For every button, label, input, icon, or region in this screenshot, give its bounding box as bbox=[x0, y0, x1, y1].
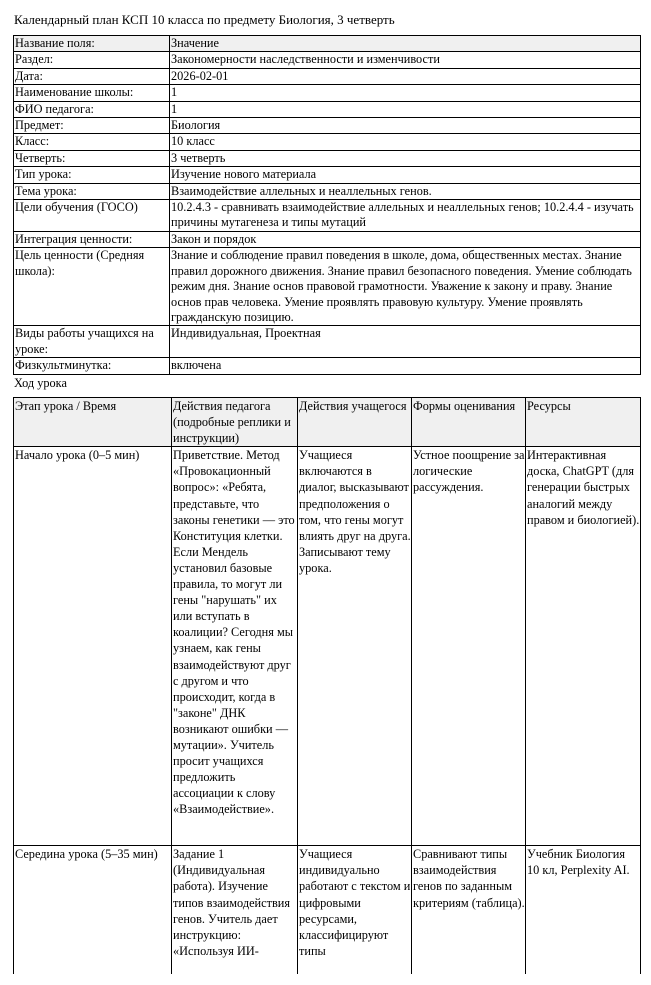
lesson-table-header-row bbox=[14, 398, 641, 447]
info-field-name: Раздел: bbox=[14, 52, 170, 68]
info-header-key: Название поля: bbox=[14, 36, 170, 52]
cell-teacher-actions: Приветствие. Метод «Провокационный вопрос»: «Ребята, представьте, что законы генетики — это Конституция клетки. Если Мендель установил базовые правила, то могут ли гены "нарушать" их или вступать в коалиции? Сегодня мы узнаем, как гены взаимодействуют друг с другом и что происходит, когда в "законе" ДНК возникают ошибки — мутации». Учитель просит учащихся предложить ассоциации к слову «Взаимодействие». bbox=[172, 447, 298, 846]
page-bottom-edge bbox=[0, 974, 651, 985]
info-field-value: 10 класс bbox=[170, 134, 641, 150]
info-field-name: Тема урока: bbox=[14, 183, 170, 199]
info-header-value: Значение bbox=[170, 36, 641, 52]
lesson-row-beginning bbox=[14, 447, 641, 846]
info-field-value: 2026-02-01 bbox=[170, 68, 641, 84]
info-field-value: включена bbox=[170, 358, 641, 374]
info-field-value: Знание и соблюдение правил поведения в школе, дома, общественных местах. Знание правил дорожного движения. Знание правил безопасного поведения. Умение соблюдать режим дня. Знание основ правовой грамотности. Уважение к закону и праву. Знание основ прав человека. Умение проявлять правовую культуру. Умение проявлять гражданскую позицию. bbox=[170, 248, 641, 326]
cell-assessment: Устное поощрение за логические рассуждения. bbox=[412, 447, 526, 846]
info-field-value: 1 bbox=[170, 85, 641, 101]
cell-student-actions: Учащиеся индивидуально работают с текстом и цифровыми ресурсами, классифицируют типы bbox=[298, 846, 412, 975]
cell-resources: Интерактивная доска, ChatGPT (для генерации быстрых аналогий между правом и биологией). bbox=[526, 447, 641, 846]
info-field-value: 10.2.4.3 - сравнивать взаимодействие аллельных и неаллельных генов; 10.2.4.4 - изучать причины мутагенеза и типы мутаций bbox=[170, 200, 641, 232]
info-row bbox=[14, 326, 641, 358]
info-field-value: Биология bbox=[170, 118, 641, 134]
document-title: Календарный план КСП 10 класса по предмету Биология, 3 четверть bbox=[14, 12, 395, 27]
lesson-row-middle bbox=[14, 846, 641, 975]
info-row bbox=[14, 118, 641, 134]
cell-assessment: Сравнивают типы взаимодействия генов по заданным критериям (таблица). bbox=[412, 846, 526, 975]
lesson-flow-table bbox=[13, 397, 641, 975]
info-field-name: ФИО педагога: bbox=[14, 101, 170, 117]
info-field-value: Закон и порядок bbox=[170, 231, 641, 247]
info-field-value: Изучение нового материала bbox=[170, 167, 641, 183]
info-row bbox=[14, 101, 641, 117]
info-row bbox=[14, 85, 641, 101]
info-row bbox=[14, 68, 641, 84]
info-field-name: Цель ценности (Средняя школа): bbox=[14, 248, 170, 326]
cell-teacher-actions: Задание 1 (Индивидуальная работа). Изучение типов взаимодействия генов. Учитель дает инструкцию: «Используя ИИ- bbox=[172, 846, 298, 975]
column-header-resources: Ресурсы bbox=[526, 398, 641, 447]
info-row bbox=[14, 231, 641, 247]
info-field-value: 1 bbox=[170, 101, 641, 117]
info-field-name: Тип урока: bbox=[14, 167, 170, 183]
info-row bbox=[14, 52, 641, 68]
info-row bbox=[14, 134, 641, 150]
info-field-value: Взаимодействие аллельных и неаллельных генов. bbox=[170, 183, 641, 199]
info-field-value: Индивидуальная, Проектная bbox=[170, 326, 641, 358]
info-field-name: Физкультминутка: bbox=[14, 358, 170, 374]
column-header-stage: Этап урока / Время bbox=[14, 398, 172, 447]
cell-resources: Учебник Биология 10 кл, Perplexity AI. bbox=[526, 846, 641, 975]
info-row bbox=[14, 183, 641, 199]
info-field-name: Дата: bbox=[14, 68, 170, 84]
cell-stage: Середина урока (5–35 мин) bbox=[14, 846, 172, 975]
info-field-name: Предмет: bbox=[14, 118, 170, 134]
info-field-value: Закономерности наследственности и изменчивости bbox=[170, 52, 641, 68]
column-header-student-actions: Действия учащегося bbox=[298, 398, 412, 447]
info-row bbox=[14, 200, 641, 232]
info-field-name: Класс: bbox=[14, 134, 170, 150]
info-row bbox=[14, 358, 641, 374]
info-field-name: Цели обучения (ГОСО) bbox=[14, 200, 170, 232]
info-field-value: 3 четверть bbox=[170, 150, 641, 166]
info-table-header-row bbox=[14, 36, 641, 52]
info-field-name: Виды работы учащихся на уроке: bbox=[14, 326, 170, 358]
cell-student-actions: Учащиеся включаются в диалог, высказывают предположения о том, что гены могут влиять друг на друга. Записывают тему урока. bbox=[298, 447, 412, 846]
info-row bbox=[14, 167, 641, 183]
info-field-name: Интеграция ценности: bbox=[14, 231, 170, 247]
column-header-teacher-actions: Действия педагога (подробные реплики и инструкции) bbox=[172, 398, 298, 447]
info-row bbox=[14, 248, 641, 326]
info-field-name: Наименование школы: bbox=[14, 85, 170, 101]
lesson-info-table bbox=[13, 35, 641, 375]
cell-stage: Начало урока (0–5 мин) bbox=[14, 447, 172, 846]
lesson-flow-heading: Ход урока bbox=[14, 376, 67, 390]
column-header-assessment: Формы оценивания bbox=[412, 398, 526, 447]
info-row bbox=[14, 150, 641, 166]
info-field-name: Четверть: bbox=[14, 150, 170, 166]
